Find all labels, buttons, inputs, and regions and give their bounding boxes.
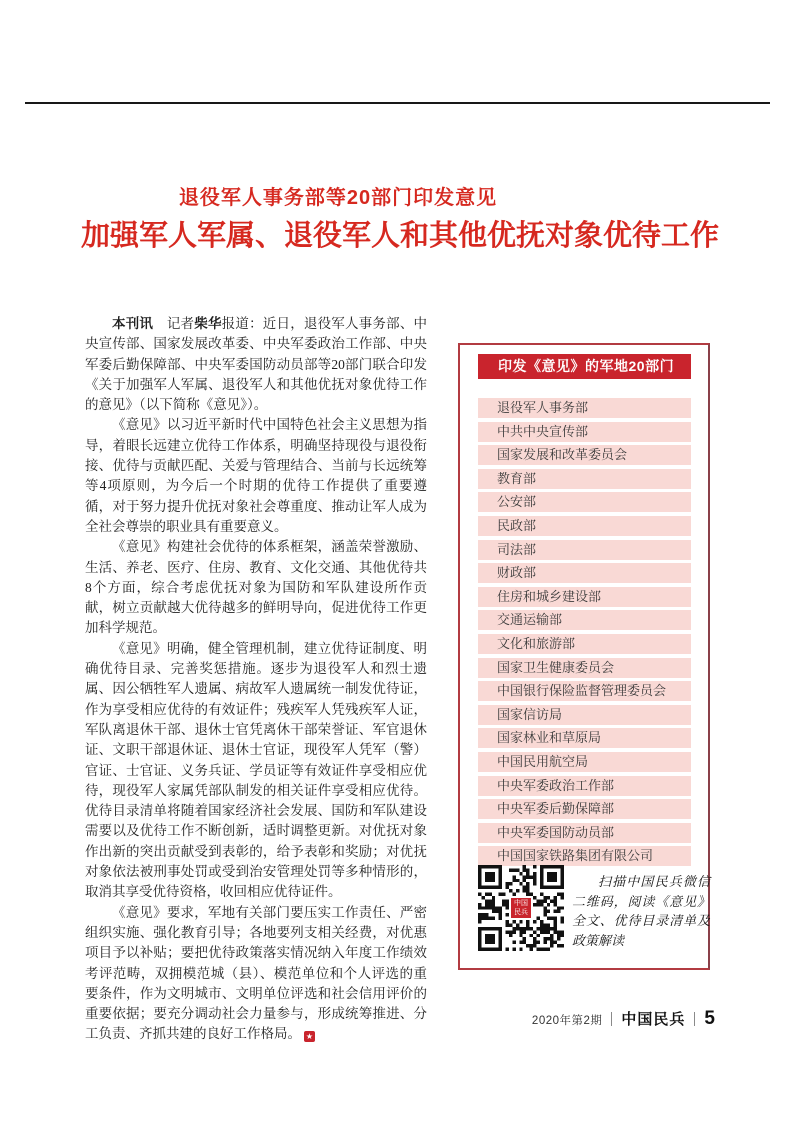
department-item: 财政部 bbox=[478, 563, 691, 583]
department-item: 国家卫生健康委员会 bbox=[478, 658, 691, 678]
department-item: 住房和城乡建设部 bbox=[478, 587, 691, 607]
department-item: 退役军人事务部 bbox=[478, 398, 691, 418]
footer-divider bbox=[611, 1012, 612, 1026]
footer-divider bbox=[694, 1012, 695, 1026]
top-rule bbox=[25, 102, 770, 104]
page-footer bbox=[532, 1008, 715, 1030]
article-title: 加强军人军属、退役军人和其他优抚对象优待工作 bbox=[80, 220, 720, 252]
footer-page-number: 5 bbox=[704, 1008, 715, 1029]
department-item: 中央军委国防动员部 bbox=[478, 823, 691, 843]
paragraph: 《意见》以习近平新时代中国特色社会主义思想为指导，着眼长远建立优待工作体系，明确坚持现役与退役衔接、优待与贡献匹配、关爱与管理结合、当前与长远统筹等4项原则，为今后一个时期的优待工作提供了重要遵循，对于努力提升优抚对象社会尊重度、推动让军人成为全社会尊崇的职业具有重要意义。 bbox=[85, 417, 427, 534]
department-item: 中央军委政治工作部 bbox=[478, 776, 691, 796]
sidebar-header: 印发《意见》的军地20部门 bbox=[478, 354, 691, 379]
article-body bbox=[85, 314, 427, 1045]
department-item: 中国民用航空局 bbox=[478, 752, 691, 772]
department-item: 民政部 bbox=[478, 516, 691, 536]
department-item: 国家发展和改革委员会 bbox=[478, 445, 691, 465]
departments-list bbox=[478, 398, 691, 870]
paragraph: 《意见》明确，健全管理机制，建立优待证制度、明确优待目录、完善奖惩措施。逐步为退役军人和烈士遗属、因公牺牲军人遗属、病故军人遗属统一制发优待证，作为享受相应优待的有效证件；残疾军人凭残疾军人证，军队离退休干部、退休士官凭离休干部荣誉证、军官退休证、文职干部退休证、退休士官证，现役军人凭军（警）官证、士官证、义务兵证、学员证等有效证件享受相应优待，现役军人家属凭部队制发的相关证件享受相应优待。优待目录清单将随着国家经济社会发展、国防和军队建设需要以及优待工作不断创新，适时调整更新。对优抚对象作出新的突出贡献受到表彰的，给予表彰和奖励；对优抚对象依法被刑事处罚或受到治安管理处罚等多种情形的，取消其享受优待资格，收回相应优待证件。 bbox=[85, 640, 427, 900]
department-item: 公安部 bbox=[478, 492, 691, 512]
qr-center-logo: 中国民兵 bbox=[509, 896, 533, 920]
department-item: 交通运输部 bbox=[478, 610, 691, 630]
department-item: 教育部 bbox=[478, 469, 691, 489]
department-item: 国家信访局 bbox=[478, 705, 691, 725]
department-item: 中央军委后勤保障部 bbox=[478, 799, 691, 819]
department-item: 中国银行保险监督管理委员会 bbox=[478, 681, 691, 701]
paragraph-last-text: 《意见》要求，军地有关部门要压实工作责任、严密组织实施、强化教育引导；各地要列支相关经费，对优惠项目予以补贴；要把优待政策落实情况纳入年度工作绩效考评范畴，双拥模范城（县）、模范单位和个人评选的重要条件，作为文明城市、文明单位评选和社会信用评价的重要依据；要充分调动社会力量参与，形成统筹推进、分工负责、齐抓共建的良好工作格局。 bbox=[85, 904, 427, 1042]
department-item: 中国国家铁路集团有限公司 bbox=[478, 846, 691, 866]
article-end-mark-icon: ★ bbox=[305, 1032, 314, 1042]
department-item: 文化和旅游部 bbox=[478, 634, 691, 654]
footer-issue: 2020年第2期 bbox=[531, 1015, 603, 1027]
byline-reporter: 柴华 bbox=[194, 316, 222, 331]
departments-sidebar-box bbox=[458, 343, 710, 970]
qr-caption: 扫描中国民兵微信二维码，阅读《意见》全文、优待目录清单及政策解读 bbox=[572, 874, 710, 948]
paragraph-lead bbox=[85, 314, 427, 415]
paragraph-lead-text: 报道：近日，退役军人事务部、中央宣传部、国家发展改革委、中央军委政治工作部、中央军委后勤保障部、中央军委国防动员部等20部门联合印发《关于加强军人军属、退役军人和其他优抚对象优待工作的意见》（以下简称《意见》）。 bbox=[85, 316, 428, 413]
paragraph-last bbox=[85, 903, 427, 1045]
department-item: 国家林业和草原局 bbox=[478, 728, 691, 748]
byline-label: 本刊讯 bbox=[112, 316, 154, 331]
department-item: 中共中央宣传部 bbox=[478, 422, 691, 442]
paragraph: 《意见》构建社会优待的体系框架，涵盖荣誉激励、生活、养老、医疗、住房、教育、文化交通、其他优待共8个方面，综合考虑优抚对象为国防和军队建设所作贡献，树立贡献越大优待越多的鲜明导向，促进优待工作更加科学规范。 bbox=[85, 539, 427, 636]
qr-code-icon bbox=[478, 865, 564, 951]
footer-magazine-name: 中国民兵 bbox=[621, 1011, 686, 1028]
department-item: 司法部 bbox=[478, 540, 691, 560]
kicker-subtitle: 退役军人事务部等20部门印发意见 bbox=[178, 187, 498, 209]
byline-prefix: 记者 bbox=[153, 316, 195, 331]
